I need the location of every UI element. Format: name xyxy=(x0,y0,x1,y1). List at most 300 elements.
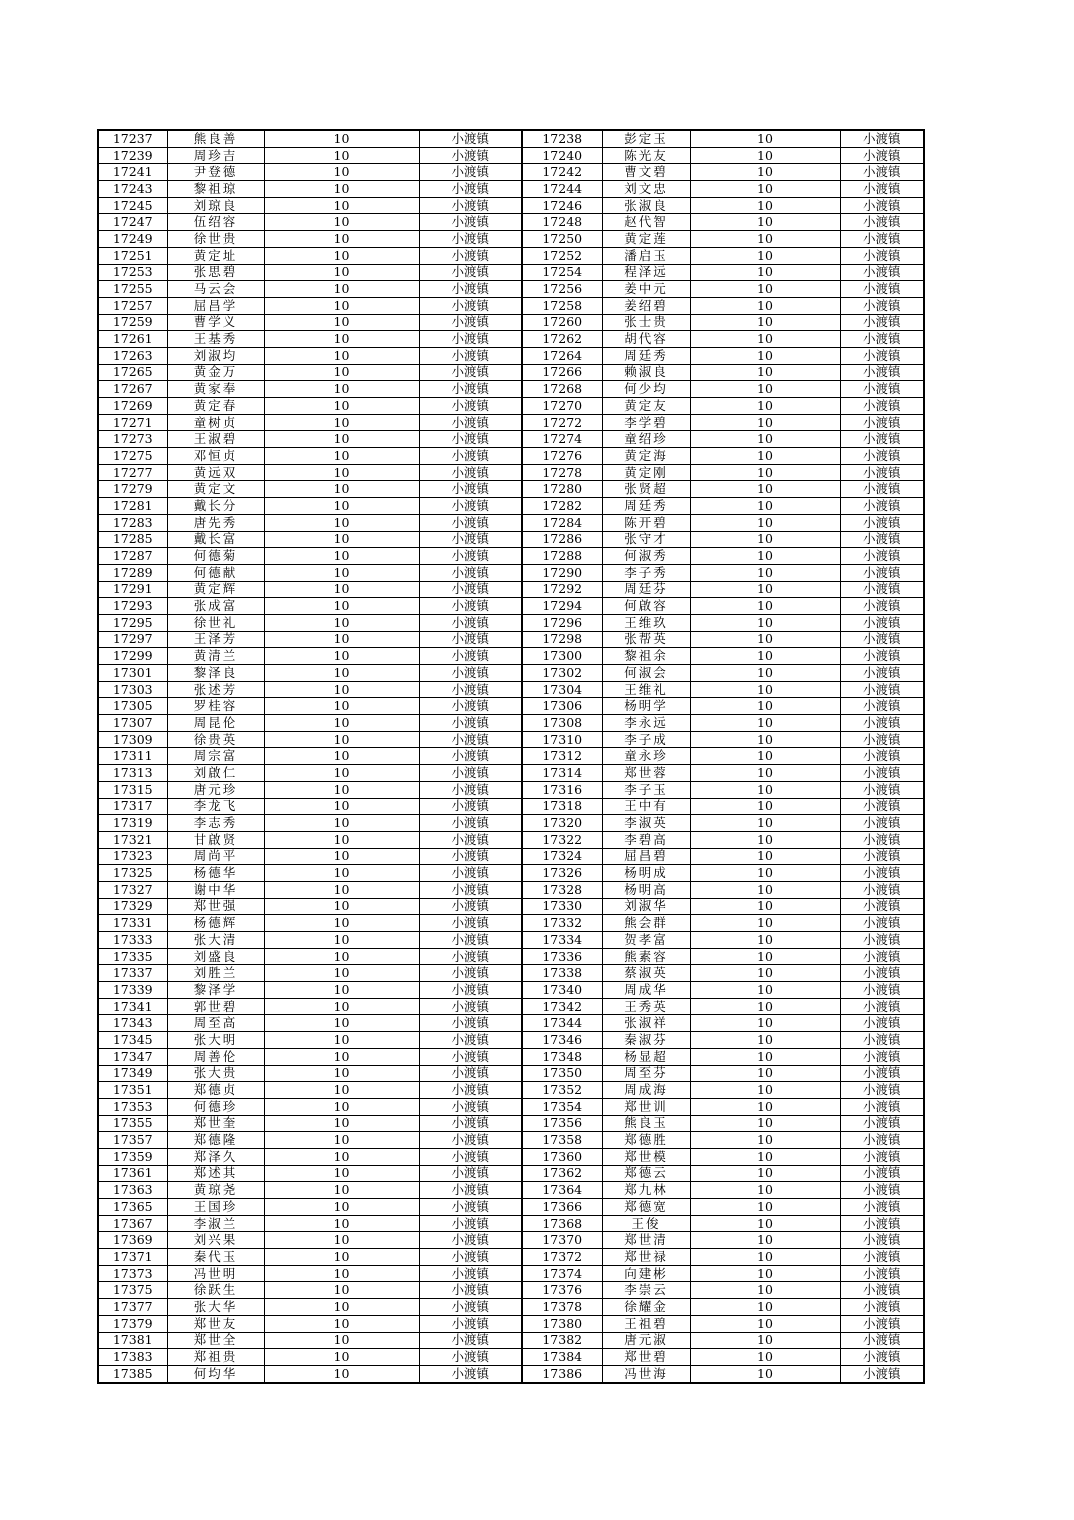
town-cell: 小渡镇 xyxy=(840,347,924,364)
record-id-cell: 17307 xyxy=(98,715,167,732)
town-cell: 小渡镇 xyxy=(840,147,924,164)
town-cell: 小渡镇 xyxy=(419,464,522,481)
table-row xyxy=(98,531,924,548)
amount-cell: 10 xyxy=(264,1098,419,1115)
town-cell: 小渡镇 xyxy=(419,698,522,715)
table-row xyxy=(98,214,924,231)
record-id-cell: 17319 xyxy=(98,815,167,832)
town-cell: 小渡镇 xyxy=(419,498,522,515)
amount-cell: 10 xyxy=(264,381,419,398)
amount-cell: 10 xyxy=(264,982,419,999)
record-id-cell: 17381 xyxy=(98,1332,167,1349)
record-id-cell: 17247 xyxy=(98,214,167,231)
record-id-cell: 17357 xyxy=(98,1132,167,1149)
amount-cell: 10 xyxy=(264,231,419,248)
table-row xyxy=(98,264,924,281)
amount-cell: 10 xyxy=(264,531,419,548)
town-cell: 小渡镇 xyxy=(419,915,522,932)
recipient-name-cell: 罗桂容 xyxy=(167,698,264,715)
town-cell: 小渡镇 xyxy=(840,698,924,715)
town-cell: 小渡镇 xyxy=(840,247,924,264)
record-id-cell: 17252 xyxy=(522,247,602,264)
recipient-name-cell: 张士贵 xyxy=(602,314,690,331)
recipient-name-cell: 郑述其 xyxy=(167,1165,264,1182)
amount-cell: 10 xyxy=(264,1182,419,1199)
record-id-cell: 17380 xyxy=(522,1315,602,1332)
amount-cell: 10 xyxy=(264,1199,419,1216)
record-id-cell: 17251 xyxy=(98,247,167,264)
table-row xyxy=(98,932,924,949)
town-cell: 小渡镇 xyxy=(840,231,924,248)
recipient-name-cell: 屈昌碧 xyxy=(602,848,690,865)
town-cell: 小渡镇 xyxy=(840,681,924,698)
recipient-name-cell: 李子成 xyxy=(602,731,690,748)
record-id-cell: 17344 xyxy=(522,1015,602,1032)
town-cell: 小渡镇 xyxy=(840,1199,924,1216)
town-cell: 小渡镇 xyxy=(419,932,522,949)
table-row xyxy=(98,915,924,932)
record-id-cell: 17294 xyxy=(522,598,602,615)
amount-cell: 10 xyxy=(690,181,840,198)
town-cell: 小渡镇 xyxy=(419,448,522,465)
record-id-cell: 17287 xyxy=(98,548,167,565)
amount-cell: 10 xyxy=(690,297,840,314)
record-id-cell: 17282 xyxy=(522,498,602,515)
table-row xyxy=(98,1199,924,1216)
town-cell: 小渡镇 xyxy=(419,681,522,698)
record-id-cell: 17271 xyxy=(98,414,167,431)
recipient-name-cell: 马云会 xyxy=(167,281,264,298)
town-cell: 小渡镇 xyxy=(419,1115,522,1132)
town-cell: 小渡镇 xyxy=(840,498,924,515)
record-id-cell: 17356 xyxy=(522,1115,602,1132)
town-cell: 小渡镇 xyxy=(419,1249,522,1266)
amount-cell: 10 xyxy=(264,448,419,465)
record-id-cell: 17386 xyxy=(522,1365,602,1382)
recipient-name-cell: 张大明 xyxy=(167,1032,264,1049)
record-id-cell: 17323 xyxy=(98,848,167,865)
town-cell: 小渡镇 xyxy=(840,314,924,331)
amount-cell: 10 xyxy=(690,798,840,815)
amount-cell: 10 xyxy=(690,164,840,181)
record-id-cell: 17281 xyxy=(98,498,167,515)
record-id-cell: 17333 xyxy=(98,932,167,949)
recipient-name-cell: 黄远双 xyxy=(167,464,264,481)
recipient-name-cell: 黎祖琼 xyxy=(167,181,264,198)
town-cell: 小渡镇 xyxy=(419,982,522,999)
town-cell: 小渡镇 xyxy=(840,531,924,548)
record-id-cell: 17267 xyxy=(98,381,167,398)
record-id-cell: 17372 xyxy=(522,1249,602,1266)
table-row xyxy=(98,815,924,832)
amount-cell: 10 xyxy=(264,848,419,865)
recipient-name-cell: 刘盛良 xyxy=(167,948,264,965)
record-id-cell: 17286 xyxy=(522,531,602,548)
town-cell: 小渡镇 xyxy=(840,848,924,865)
amount-cell: 10 xyxy=(690,1065,840,1082)
amount-cell: 10 xyxy=(690,965,840,982)
recipient-name-cell: 周成华 xyxy=(602,982,690,999)
amount-cell: 10 xyxy=(690,514,840,531)
town-cell: 小渡镇 xyxy=(840,1132,924,1149)
amount-cell: 10 xyxy=(264,1282,419,1299)
amount-cell: 10 xyxy=(690,314,840,331)
town-cell: 小渡镇 xyxy=(840,614,924,631)
amount-cell: 10 xyxy=(690,1299,840,1316)
record-id-cell: 17293 xyxy=(98,598,167,615)
record-id-cell: 17265 xyxy=(98,364,167,381)
roster-table xyxy=(97,129,925,1384)
record-id-cell: 17257 xyxy=(98,297,167,314)
table-row xyxy=(98,164,924,181)
table-row xyxy=(98,147,924,164)
amount-cell: 10 xyxy=(264,831,419,848)
record-id-cell: 17334 xyxy=(522,932,602,949)
recipient-name-cell: 张成富 xyxy=(167,598,264,615)
town-cell: 小渡镇 xyxy=(419,247,522,264)
recipient-name-cell: 冯世明 xyxy=(167,1265,264,1282)
recipient-name-cell: 周廷芬 xyxy=(602,581,690,598)
recipient-name-cell: 李子秀 xyxy=(602,564,690,581)
town-cell: 小渡镇 xyxy=(419,731,522,748)
record-id-cell: 17377 xyxy=(98,1299,167,1316)
recipient-name-cell: 刘啟仁 xyxy=(167,765,264,782)
record-id-cell: 17342 xyxy=(522,998,602,1015)
recipient-name-cell: 唐元淑 xyxy=(602,1332,690,1349)
record-id-cell: 17244 xyxy=(522,181,602,198)
amount-cell: 10 xyxy=(690,548,840,565)
town-cell: 小渡镇 xyxy=(419,1032,522,1049)
amount-cell: 10 xyxy=(264,1249,419,1266)
town-cell: 小渡镇 xyxy=(419,1148,522,1165)
amount-cell: 10 xyxy=(264,881,419,898)
town-cell: 小渡镇 xyxy=(840,1215,924,1232)
town-cell: 小渡镇 xyxy=(419,181,522,198)
table-row xyxy=(98,731,924,748)
town-cell: 小渡镇 xyxy=(419,531,522,548)
amount-cell: 10 xyxy=(690,998,840,1015)
recipient-name-cell: 张大清 xyxy=(167,932,264,949)
town-cell: 小渡镇 xyxy=(840,965,924,982)
town-cell: 小渡镇 xyxy=(419,281,522,298)
table-row xyxy=(98,514,924,531)
amount-cell: 10 xyxy=(264,648,419,665)
recipient-name-cell: 王维玖 xyxy=(602,614,690,631)
table-row xyxy=(98,1265,924,1282)
record-id-cell: 17385 xyxy=(98,1365,167,1382)
recipient-name-cell: 刘淑华 xyxy=(602,898,690,915)
table-row xyxy=(98,1249,924,1266)
record-id-cell: 17343 xyxy=(98,1015,167,1032)
table-row xyxy=(98,765,924,782)
town-cell: 小渡镇 xyxy=(419,665,522,682)
amount-cell: 10 xyxy=(264,781,419,798)
recipient-name-cell: 秦代玉 xyxy=(167,1249,264,1266)
recipient-name-cell: 郑德隆 xyxy=(167,1132,264,1149)
recipient-name-cell: 李子玉 xyxy=(602,781,690,798)
recipient-name-cell: 黄金万 xyxy=(167,364,264,381)
record-id-cell: 17263 xyxy=(98,347,167,364)
record-id-cell: 17362 xyxy=(522,1165,602,1182)
record-id-cell: 17337 xyxy=(98,965,167,982)
amount-cell: 10 xyxy=(690,715,840,732)
town-cell: 小渡镇 xyxy=(419,1065,522,1082)
amount-cell: 10 xyxy=(690,1082,840,1099)
record-id-cell: 17249 xyxy=(98,231,167,248)
record-id-cell: 17384 xyxy=(522,1349,602,1366)
town-cell: 小渡镇 xyxy=(840,414,924,431)
record-id-cell: 17353 xyxy=(98,1098,167,1115)
town-cell: 小渡镇 xyxy=(419,364,522,381)
recipient-name-cell: 蔡淑英 xyxy=(602,965,690,982)
recipient-name-cell: 李淑英 xyxy=(602,815,690,832)
record-id-cell: 17321 xyxy=(98,831,167,848)
recipient-name-cell: 郑德贞 xyxy=(167,1082,264,1099)
recipient-name-cell: 周尚平 xyxy=(167,848,264,865)
recipient-name-cell: 唐先秀 xyxy=(167,514,264,531)
amount-cell: 10 xyxy=(690,331,840,348)
town-cell: 小渡镇 xyxy=(840,1265,924,1282)
table-row xyxy=(98,581,924,598)
recipient-name-cell: 郑世禄 xyxy=(602,1249,690,1266)
recipient-name-cell: 郑德云 xyxy=(602,1165,690,1182)
amount-cell: 10 xyxy=(690,464,840,481)
amount-cell: 10 xyxy=(264,1032,419,1049)
town-cell: 小渡镇 xyxy=(840,514,924,531)
recipient-name-cell: 李淑兰 xyxy=(167,1215,264,1232)
record-id-cell: 17338 xyxy=(522,965,602,982)
amount-cell: 10 xyxy=(264,1048,419,1065)
record-id-cell: 17261 xyxy=(98,331,167,348)
recipient-name-cell: 周珍吉 xyxy=(167,147,264,164)
recipient-name-cell: 陈开碧 xyxy=(602,514,690,531)
amount-cell: 10 xyxy=(264,681,419,698)
amount-cell: 10 xyxy=(264,898,419,915)
recipient-name-cell: 黎泽良 xyxy=(167,665,264,682)
amount-cell: 10 xyxy=(690,264,840,281)
amount-cell: 10 xyxy=(690,731,840,748)
town-cell: 小渡镇 xyxy=(840,982,924,999)
table-row xyxy=(98,1315,924,1332)
record-id-cell: 17246 xyxy=(522,197,602,214)
recipient-name-cell: 周宗富 xyxy=(167,748,264,765)
amount-cell: 10 xyxy=(264,181,419,198)
amount-cell: 10 xyxy=(264,431,419,448)
record-id-cell: 17245 xyxy=(98,197,167,214)
town-cell: 小渡镇 xyxy=(840,331,924,348)
record-id-cell: 17346 xyxy=(522,1032,602,1049)
recipient-name-cell: 熊良玉 xyxy=(602,1115,690,1132)
record-id-cell: 17331 xyxy=(98,915,167,932)
town-cell: 小渡镇 xyxy=(840,281,924,298)
town-cell: 小渡镇 xyxy=(419,1215,522,1232)
record-id-cell: 17360 xyxy=(522,1148,602,1165)
recipient-name-cell: 戴长富 xyxy=(167,531,264,548)
amount-cell: 10 xyxy=(264,1315,419,1332)
table-row xyxy=(98,1282,924,1299)
town-cell: 小渡镇 xyxy=(419,948,522,965)
record-id-cell: 17279 xyxy=(98,481,167,498)
recipient-name-cell: 何德献 xyxy=(167,564,264,581)
town-cell: 小渡镇 xyxy=(419,598,522,615)
record-id-cell: 17355 xyxy=(98,1115,167,1132)
recipient-name-cell: 王维礼 xyxy=(602,681,690,698)
town-cell: 小渡镇 xyxy=(419,297,522,314)
recipient-name-cell: 杨明高 xyxy=(602,881,690,898)
amount-cell: 10 xyxy=(264,665,419,682)
town-cell: 小渡镇 xyxy=(419,581,522,598)
amount-cell: 10 xyxy=(690,1232,840,1249)
town-cell: 小渡镇 xyxy=(419,881,522,898)
town-cell: 小渡镇 xyxy=(840,915,924,932)
town-cell: 小渡镇 xyxy=(840,815,924,832)
town-cell: 小渡镇 xyxy=(840,1098,924,1115)
record-id-cell: 17311 xyxy=(98,748,167,765)
town-cell: 小渡镇 xyxy=(840,898,924,915)
amount-cell: 10 xyxy=(690,398,840,415)
amount-cell: 10 xyxy=(690,1315,840,1332)
record-id-cell: 17341 xyxy=(98,998,167,1015)
record-id-cell: 17352 xyxy=(522,1082,602,1099)
town-cell: 小渡镇 xyxy=(419,865,522,882)
town-cell: 小渡镇 xyxy=(419,1132,522,1149)
amount-cell: 10 xyxy=(690,1349,840,1366)
table-row xyxy=(98,614,924,631)
amount-cell: 10 xyxy=(690,898,840,915)
amount-cell: 10 xyxy=(690,581,840,598)
table-row xyxy=(98,698,924,715)
amount-cell: 10 xyxy=(264,948,419,965)
table-row xyxy=(98,898,924,915)
recipient-name-cell: 冯世海 xyxy=(602,1365,690,1382)
town-cell: 小渡镇 xyxy=(419,214,522,231)
town-cell: 小渡镇 xyxy=(840,748,924,765)
amount-cell: 10 xyxy=(264,698,419,715)
table-row xyxy=(98,1299,924,1316)
amount-cell: 10 xyxy=(690,915,840,932)
amount-cell: 10 xyxy=(264,965,419,982)
town-cell: 小渡镇 xyxy=(840,1349,924,1366)
town-cell: 小渡镇 xyxy=(840,214,924,231)
recipient-name-cell: 何德珍 xyxy=(167,1098,264,1115)
record-id-cell: 17269 xyxy=(98,398,167,415)
record-id-cell: 17242 xyxy=(522,164,602,181)
amount-cell: 10 xyxy=(690,865,840,882)
town-cell: 小渡镇 xyxy=(840,448,924,465)
table-row xyxy=(98,181,924,198)
amount-cell: 10 xyxy=(264,1165,419,1182)
town-cell: 小渡镇 xyxy=(419,631,522,648)
amount-cell: 10 xyxy=(690,1115,840,1132)
recipient-name-cell: 刘胜兰 xyxy=(167,965,264,982)
town-cell: 小渡镇 xyxy=(840,648,924,665)
amount-cell: 10 xyxy=(690,1215,840,1232)
record-id-cell: 17289 xyxy=(98,564,167,581)
record-id-cell: 17248 xyxy=(522,214,602,231)
table-row xyxy=(98,1349,924,1366)
record-id-cell: 17291 xyxy=(98,581,167,598)
record-id-cell: 17336 xyxy=(522,948,602,965)
recipient-name-cell: 熊良善 xyxy=(167,130,264,147)
town-cell: 小渡镇 xyxy=(840,998,924,1015)
record-id-cell: 17326 xyxy=(522,865,602,882)
town-cell: 小渡镇 xyxy=(840,1065,924,1082)
record-id-cell: 17330 xyxy=(522,898,602,915)
amount-cell: 10 xyxy=(690,1165,840,1182)
recipient-name-cell: 周善伦 xyxy=(167,1048,264,1065)
amount-cell: 10 xyxy=(264,297,419,314)
recipient-name-cell: 张大贵 xyxy=(167,1065,264,1082)
record-id-cell: 17358 xyxy=(522,1132,602,1149)
amount-cell: 10 xyxy=(264,1232,419,1249)
town-cell: 小渡镇 xyxy=(840,464,924,481)
table-row xyxy=(98,1032,924,1049)
amount-cell: 10 xyxy=(690,1148,840,1165)
recipient-name-cell: 彭定玉 xyxy=(602,130,690,147)
amount-cell: 10 xyxy=(264,598,419,615)
amount-cell: 10 xyxy=(690,147,840,164)
record-id-cell: 17365 xyxy=(98,1199,167,1216)
recipient-name-cell: 王国珍 xyxy=(167,1199,264,1216)
record-id-cell: 17322 xyxy=(522,831,602,848)
recipient-name-cell: 郑德胜 xyxy=(602,1132,690,1149)
amount-cell: 10 xyxy=(690,1048,840,1065)
amount-cell: 10 xyxy=(690,1182,840,1199)
record-id-cell: 17348 xyxy=(522,1048,602,1065)
recipient-name-cell: 郑世训 xyxy=(602,1098,690,1115)
amount-cell: 10 xyxy=(264,197,419,214)
record-id-cell: 17376 xyxy=(522,1282,602,1299)
town-cell: 小渡镇 xyxy=(419,381,522,398)
table-row xyxy=(98,464,924,481)
record-id-cell: 17374 xyxy=(522,1265,602,1282)
town-cell: 小渡镇 xyxy=(840,715,924,732)
recipient-name-cell: 黄家奉 xyxy=(167,381,264,398)
amount-cell: 10 xyxy=(690,1282,840,1299)
record-id-cell: 17259 xyxy=(98,314,167,331)
table-row xyxy=(98,1215,924,1232)
town-cell: 小渡镇 xyxy=(840,548,924,565)
record-id-cell: 17254 xyxy=(522,264,602,281)
amount-cell: 10 xyxy=(690,1032,840,1049)
town-cell: 小渡镇 xyxy=(419,1015,522,1032)
table-row xyxy=(98,865,924,882)
town-cell: 小渡镇 xyxy=(840,564,924,581)
record-id-cell: 17382 xyxy=(522,1332,602,1349)
recipient-name-cell: 郑祖贵 xyxy=(167,1349,264,1366)
recipient-name-cell: 姜中元 xyxy=(602,281,690,298)
record-id-cell: 17309 xyxy=(98,731,167,748)
record-id-cell: 17349 xyxy=(98,1065,167,1082)
table-row xyxy=(98,748,924,765)
town-cell: 小渡镇 xyxy=(840,1315,924,1332)
record-id-cell: 17253 xyxy=(98,264,167,281)
town-cell: 小渡镇 xyxy=(840,1332,924,1349)
town-cell: 小渡镇 xyxy=(419,1299,522,1316)
record-id-cell: 17327 xyxy=(98,881,167,898)
recipient-name-cell: 王秀英 xyxy=(602,998,690,1015)
town-cell: 小渡镇 xyxy=(840,1182,924,1199)
amount-cell: 10 xyxy=(690,231,840,248)
record-id-cell: 17290 xyxy=(522,564,602,581)
record-id-cell: 17298 xyxy=(522,631,602,648)
recipient-name-cell: 张贤超 xyxy=(602,481,690,498)
town-cell: 小渡镇 xyxy=(419,1282,522,1299)
recipient-name-cell: 黄定海 xyxy=(602,448,690,465)
table-row xyxy=(98,998,924,1015)
recipient-name-cell: 潘启玉 xyxy=(602,247,690,264)
amount-cell: 10 xyxy=(264,1065,419,1082)
